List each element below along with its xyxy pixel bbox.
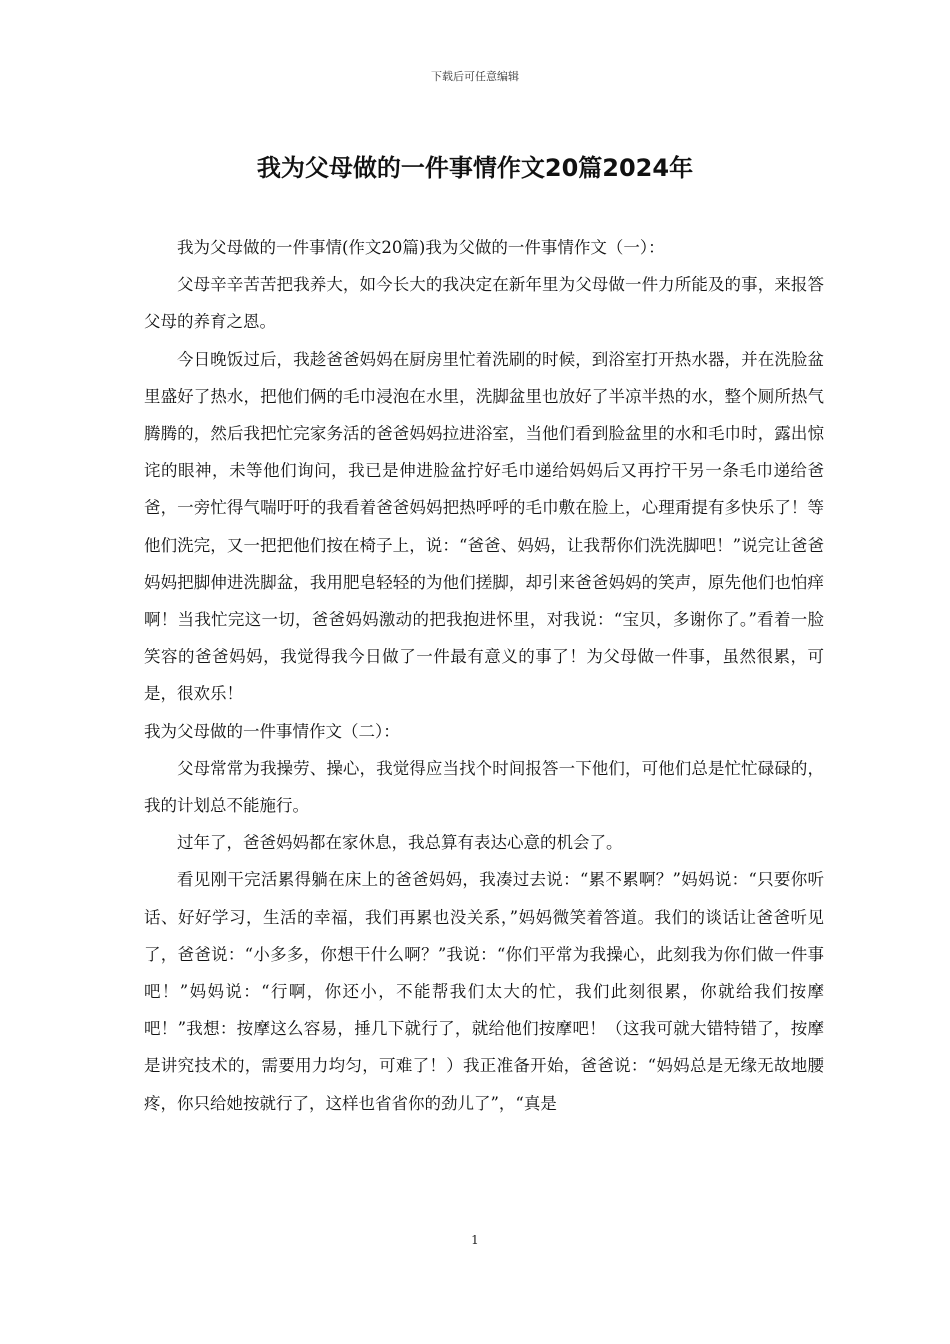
paragraph: 过年了，爸爸妈妈都在家休息，我总算有表达心意的机会了。 (177, 833, 623, 853)
paragraph: 看见刚干完活累得躺在床上的爸爸妈妈，我凑过去说：“累不累啊？”妈妈说：“只要你听话、好好学习，生活的幸福，我们再累也没关系，”妈妈微笑着答道。我们的谈话让爸爸听见了，爸爸说：“小多多，你想干什么啊？”我说：“你们平常为我操心，此刻我为你们做一件事吧！”妈妈说：“行啊，你还小，不能帮我们太大的忙，我们此刻很累，你就给我们按摩吧！”我想：按摩这么容易，捶几下就行了，就给他们按摩吧！（这我可就大错特错了，按摩是讲究技术的，需要用力均匀，可难了！）我正准备开始，爸爸说：“妈妈总是无缘无故地腰疼，你只给她按就行了，这样也省省你的劲儿了”，“真是 (144, 870, 824, 1113)
paragraph: 父母常常为我操劳、操心，我觉得应当找个时间报答一下他们，可他们总是忙忙碌碌的，我的计划总不能施行。 (144, 758, 824, 816)
paragraph: 父母辛辛苦苦把我养大，如今长大的我决定在新年里为父母做一件力所能及的事，来报答父母的养育之恩。 (144, 275, 824, 332)
page-number: 1 (471, 1233, 479, 1247)
document-title: 我为父母做的一件事情作文20篇2024年 (256, 154, 694, 182)
paragraph-intro: 我为父母做的一件事情(作文20篇)我为父做的一件事情作文（一）： (177, 238, 665, 257)
section-heading: 我为父母做的一件事情作文（二）： (144, 721, 400, 741)
header-note: 下载后可任意编辑 (431, 70, 519, 83)
document-body (144, 229, 824, 1122)
paragraph: 今日晚饭过后，我趁爸爸妈妈在厨房里忙着洗刷的时候，到浴室打开热水器，并在洗脸盆里盛好了热水，把他们俩的毛巾浸泡在水里，洗脚盆里也放好了半凉半热的水，整个厕所热气腾腾的，然后我把忙完家务活的爸爸妈妈拉进浴室，当他们看到脸盆里的水和毛巾时，露出惊诧的眼神，未等他们询问，我已是伸进脸盆拧好毛巾递给妈妈后又再拧干另一条毛巾递给爸爸，一旁忙得气喘吁吁的我看着爸爸妈妈把热呼呼的毛巾敷在脸上，心理甭提有多快乐了！等他们洗完，又一把把他们按在椅子上，说：“爸爸、妈妈，让我帮你们洗洗脚吧！”说完让爸爸妈妈把脚伸进洗脚盆，我用肥皂轻轻的为他们搓脚，却引来爸爸妈妈的笑声，原先他们也怕痒啊！当我忙完这一切，爸爸妈妈激动的把我抱进怀里，对我说：“宝贝，多谢你了。”看着一脸笑容的爸爸妈妈，我觉得我今日做了一件最有意义的事了！为父母做一件事，虽然很累，可是，很欢乐！ (144, 349, 824, 704)
